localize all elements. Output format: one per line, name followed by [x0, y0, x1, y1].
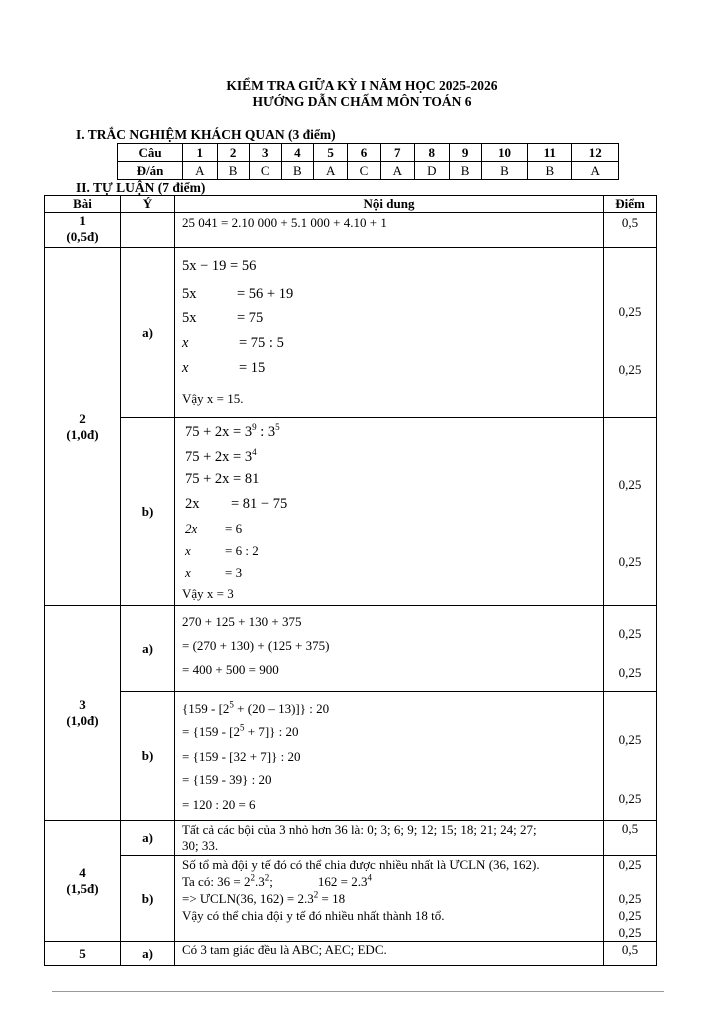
score-value: 0,25	[618, 362, 642, 377]
question-number: 10	[481, 144, 528, 162]
table-row	[45, 418, 657, 606]
score-value: 0,5	[621, 821, 639, 836]
score-value: 0,25	[618, 908, 642, 923]
score-cell	[604, 692, 657, 821]
question-number: 7	[380, 144, 415, 162]
content-line: = 400 + 500 = 900	[182, 662, 279, 677]
answer-key-table	[117, 143, 619, 180]
content-cell	[175, 418, 604, 606]
content-line: Có 3 tam giác đều là ABC; AEC; EDC.	[182, 942, 387, 957]
content-cell	[175, 248, 604, 418]
col-header-bai: Bài	[45, 196, 121, 213]
y-label: a)	[121, 248, 175, 418]
y-label: a)	[121, 942, 175, 966]
answer-cell: C	[348, 162, 380, 180]
bai-cell	[45, 942, 121, 966]
content-line: Số tổ mà đội y tế đó có thể chia được nhiều nhất là ƯCLN (36, 162).	[182, 857, 540, 872]
score-cell	[604, 856, 657, 942]
content-line: = (270 + 130) + (125 + 375)	[182, 638, 330, 653]
bai-points: (1,0đ)	[66, 426, 99, 442]
content-line: 2x	[185, 521, 198, 536]
content-line: = 56 + 19	[237, 286, 294, 302]
table-row	[45, 213, 657, 248]
bai-points: (1,5đ)	[66, 881, 99, 896]
answer-cell: A	[183, 162, 218, 180]
content-line: x	[182, 335, 189, 351]
section1-heading: I. TRẮC NGHIỆM KHÁCH QUAN (3 điểm)	[76, 127, 336, 142]
table-row	[45, 856, 657, 942]
y-label: b)	[121, 418, 175, 606]
question-number: 8	[415, 144, 450, 162]
answer-cell: A	[380, 162, 415, 180]
content-line: = 120 : 20 = 6	[182, 797, 256, 812]
score-cell	[604, 248, 657, 418]
score-cell	[604, 213, 657, 248]
content-line: = 3	[225, 565, 243, 580]
question-number: 4	[281, 144, 313, 162]
content-line: x	[185, 543, 191, 558]
answer-cell: C	[249, 162, 281, 180]
content-line: = 15	[239, 360, 266, 376]
answer-cell: A	[572, 162, 619, 180]
score-value: 0,25	[618, 665, 642, 680]
bai-number: 5	[79, 945, 86, 961]
bai-points: (1,0đ)	[66, 713, 99, 728]
y-label: a)	[121, 606, 175, 692]
answer-cell: B	[481, 162, 528, 180]
content-block	[175, 856, 603, 924]
content-line: $75 + 2x = 3^9$ : $3^5$	[185, 422, 280, 440]
content-line: = 81 − 75	[231, 496, 288, 512]
content-line: = 6 : 2	[225, 543, 259, 558]
score-value: 0,25	[618, 857, 642, 872]
content-line: 2x	[185, 496, 200, 512]
col-header-diem: Điểm	[604, 196, 657, 213]
footer-divider	[52, 991, 664, 992]
content-line: => ƯCLN(36, $162) = 2.3^2 = 18$	[182, 889, 346, 906]
content-line: = 75	[237, 310, 264, 326]
score-value: 0,5	[621, 215, 639, 230]
table-row	[45, 942, 657, 966]
content-line: 5x − 19 = 56	[182, 258, 257, 274]
content-line: 5x	[182, 286, 197, 302]
score-cell	[604, 821, 657, 856]
content-line: = {159 - 39} : 20	[182, 772, 272, 787]
y-label: b)	[121, 692, 175, 821]
essay-table	[44, 195, 657, 966]
score-value: 0,5	[621, 942, 639, 957]
content-line: 5x	[182, 310, 197, 326]
content-cell	[175, 606, 604, 692]
content-line: = $\{159 - [2^5 + 7]\}$ : 20	[182, 722, 299, 739]
content-cell	[175, 213, 604, 248]
score-value: 0,25	[618, 626, 642, 641]
bai-cell	[45, 213, 121, 248]
answer-cell: B	[449, 162, 481, 180]
score-value: 0,25	[618, 477, 642, 492]
content-line: Vậy x = 15.	[182, 391, 244, 406]
content-line: = 6	[225, 521, 243, 536]
row-label-cau: Câu	[118, 144, 183, 162]
content-cell	[175, 942, 604, 966]
section2-heading: II. TỰ LUẬN (7 điểm)	[76, 180, 206, 195]
doc-subtitle: HƯỚNG DẪN CHẤM MÔN TOÁN 6	[252, 94, 472, 109]
col-header-y: Ý	[121, 196, 175, 213]
row-label-dap-an: Đ/án	[118, 162, 183, 180]
question-number: 9	[449, 144, 481, 162]
table-row	[45, 692, 657, 821]
content-cell	[175, 821, 604, 856]
question-number: 1	[183, 144, 218, 162]
content-line: 270 + 125 + 130 + 375	[182, 614, 302, 629]
question-number: 11	[528, 144, 572, 162]
content-line: Ta có: $36 = 2^2.3^2$; $162 = 2.3^4$	[182, 872, 372, 889]
answer-cell: D	[415, 162, 450, 180]
content-line: Tất cả các bội của 3 nhỏ hơn 36 là: 0; 3; 6; 9; 12; 15; 18; 21; 24; 27; 30; 33.	[182, 822, 537, 853]
score-cell	[604, 418, 657, 606]
bai-number: 4	[79, 865, 86, 880]
bai-cell	[45, 248, 121, 606]
bai-cell	[45, 606, 121, 821]
col-header-noi-dung: Nội dung	[175, 196, 604, 213]
answer-row	[118, 162, 619, 180]
content-line: 75 + 2x = 81	[185, 471, 260, 487]
content-line: $\{159 - [2^5 + (20 - 13)]\}$ : 20	[182, 699, 330, 716]
doc-title: KIỂM TRA GIỮA KỲ I NĂM HỌC 2025-2026	[226, 78, 498, 93]
y-label: b)	[121, 856, 175, 942]
question-number: 5	[313, 144, 348, 162]
score-value: 0,25	[618, 554, 642, 569]
bai-number: 2	[79, 410, 86, 426]
table-header-row	[45, 196, 657, 213]
content-line: x	[185, 565, 191, 580]
score-cell	[604, 942, 657, 966]
table-row	[45, 248, 657, 418]
score-value: 0,25	[618, 925, 642, 940]
content-line: 25 041 = 2.10 000 + 5.1 000 + 4.10 + 1	[182, 215, 387, 230]
answer-cell: A	[313, 162, 348, 180]
bai-number: 3	[79, 697, 86, 712]
content-cell	[175, 692, 604, 821]
content-line: = 75 : 5	[239, 335, 284, 351]
answer-cell: B	[281, 162, 313, 180]
bai-number: 1	[79, 213, 86, 228]
score-value: 0,25	[618, 891, 642, 906]
question-row	[118, 144, 619, 162]
score-value: 0,25	[618, 791, 642, 806]
answer-cell: B	[217, 162, 249, 180]
table-row	[45, 821, 657, 856]
table-row	[45, 606, 657, 692]
bai-cell	[45, 821, 121, 942]
answer-cell: B	[528, 162, 572, 180]
question-number: 12	[572, 144, 619, 162]
score-cell	[604, 606, 657, 692]
score-value: 0,25	[618, 732, 642, 747]
question-number: 3	[249, 144, 281, 162]
content-cell	[175, 856, 604, 942]
score-value: 0,25	[618, 304, 642, 319]
content-line: = {159 - [32 + 7]} : 20	[182, 749, 301, 764]
content-line: $75 + 2x = 3^4$	[185, 447, 257, 465]
question-number: 2	[217, 144, 249, 162]
y-label: a)	[121, 821, 175, 856]
content-line: Vậy x = 3	[182, 586, 234, 601]
content-line: Vậy có thể chia đội y tế đó nhiều nhất thành 18 tổ.	[182, 908, 445, 923]
content-line: x	[182, 360, 189, 376]
question-number: 6	[348, 144, 380, 162]
bai-points: (0,5đ)	[66, 229, 99, 244]
y-cell	[121, 213, 175, 248]
